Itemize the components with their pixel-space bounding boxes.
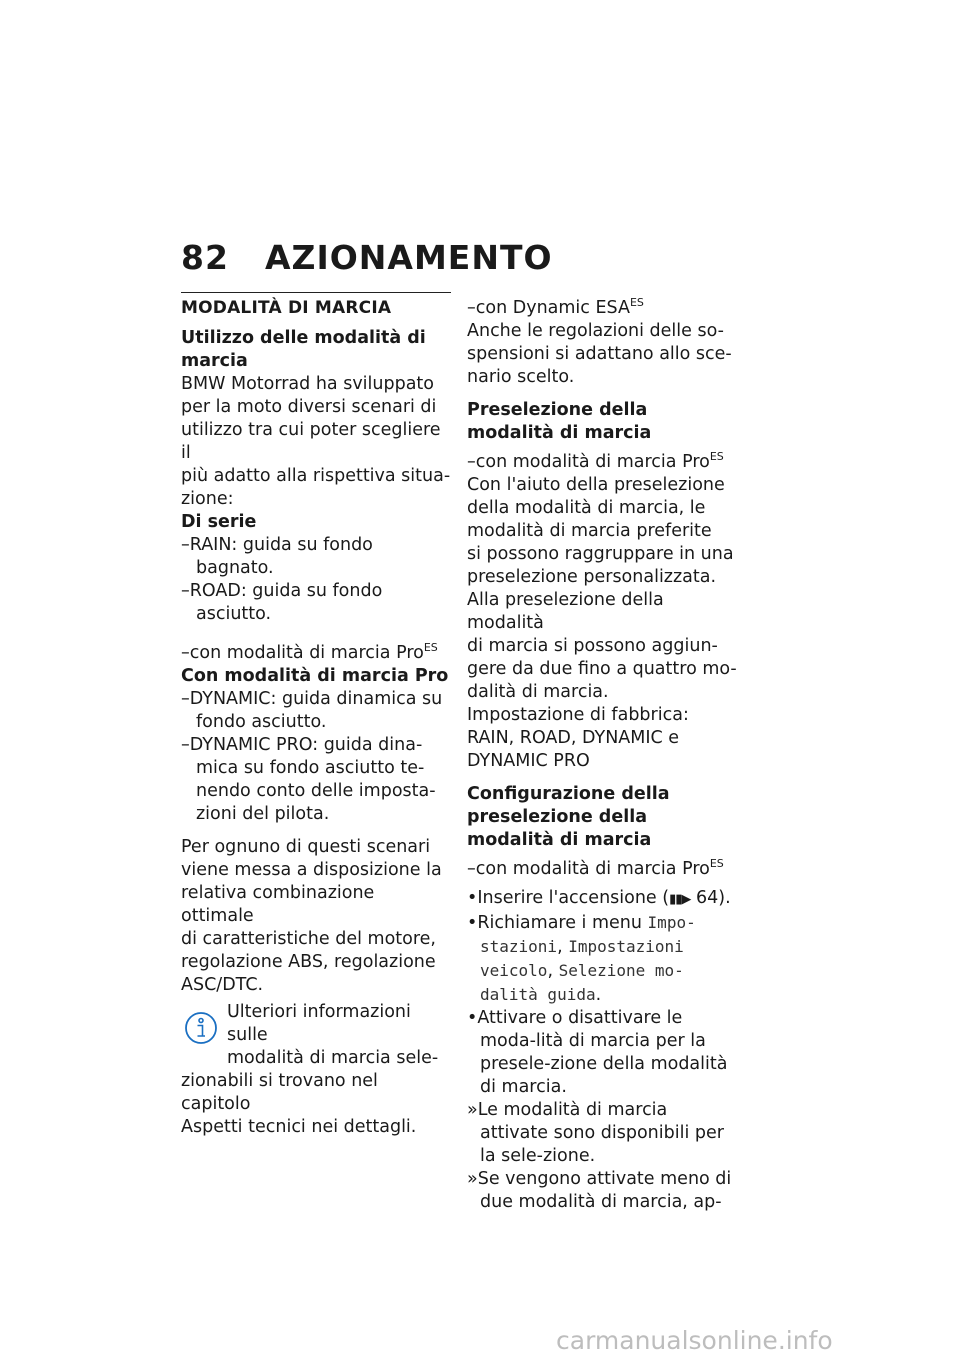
text-line: Con l'aiuto della preselezione <box>467 475 725 495</box>
text-line: Aspetti tecnici nei dettagli. <box>181 1117 417 1137</box>
page-reference-arrow-icon: ▮▮▶ <box>669 892 691 907</box>
text-line: Impostazione di fabbrica: <box>467 705 689 725</box>
list-item: –ROAD: guida su fondo asciutto. <box>181 581 383 624</box>
configuration-title: Configurazione della preselezione della modalità di marcia <box>467 784 670 850</box>
step-text: Attivare o disattivare le moda-lità di marcia per la presele-zione della modalità di marcia. <box>477 1008 728 1097</box>
list-item: –DYNAMIC: guida dinamica su fondo asciutto. <box>181 689 443 732</box>
preselection-condition: –con modalità di marcia Pro$^{ES}$ <box>467 450 724 472</box>
equipment-superscript: ES <box>423 641 438 654</box>
text-line: spensioni si adattano allo sce- <box>467 344 732 364</box>
right-column <box>467 291 737 1214</box>
esa-condition: –con Dynamic $ESA^{ES}$ <box>467 296 644 318</box>
serie-title: Di serie <box>181 512 257 532</box>
result-text: Le modalità di marcia attivate sono disponibili per la sele-zione. <box>477 1100 724 1166</box>
text-line: utilizzo tra cui poter scegliere il <box>181 420 441 463</box>
text-line: ASC/DTC. <box>181 975 264 995</box>
text-line: modalità di marcia sele- <box>227 1048 439 1068</box>
condition-text: con modalità di marcia Pro <box>475 859 710 879</box>
usage-paragraph <box>181 373 451 511</box>
text-line: più adatto alla rispettiva situa- <box>181 466 451 486</box>
text-line: Alla preselezione della modalità <box>467 590 664 633</box>
equipment-superscript: ES <box>629 296 644 309</box>
esa-paragraph <box>467 320 737 389</box>
result-item: »Se vengono attivate meno di due modalità di marcia, ap- <box>467 1169 732 1212</box>
menu-name: Selezione mo-dalità guida <box>480 961 684 1004</box>
list-item: –RAIN: guida su fondo bagnato. <box>181 535 373 578</box>
text-line: BMW Motorrad ha sviluppato <box>181 374 434 394</box>
step-text: Richiamare i menu <box>477 913 648 933</box>
text-line: DYNAMIC PRO <box>467 751 590 771</box>
text-line: nario scelto. <box>467 367 575 387</box>
text-line: della modalità di marcia, le <box>467 498 706 518</box>
step-text: Inserire l'accensione ( <box>477 888 670 908</box>
result-text: Se vengono attivate meno di due modalità di marcia, ap- <box>477 1169 732 1212</box>
pro-condition: –con modalità di marcia Pro$^{ES}$ <box>181 641 438 663</box>
info-note <box>181 1001 451 1139</box>
text-line: si possono raggruppare in una <box>467 544 734 564</box>
text-line: relativa combinazione ottimale <box>181 883 375 926</box>
text-line: modalità di marcia preferite <box>467 521 712 541</box>
condition-text: con modalità di marcia Pro <box>189 643 424 663</box>
text-line: zionabili si trovano nel capitolo <box>181 1071 378 1114</box>
equipment-superscript: ES <box>709 857 724 870</box>
text-line: viene messa a disposizione la <box>181 860 442 880</box>
list-item: –DYNAMIC PRO: guida dina-mica su fondo asciutto te-nendo conto delle imposta-zioni del pilota. <box>181 735 436 824</box>
text-line: per la moto diversi scenari di <box>181 397 437 417</box>
preselection-title: Preselezione della modalità di marcia <box>467 400 652 443</box>
text-line: Per ognuno di questi scenari <box>181 837 431 857</box>
step-item: •Inserire l'accensione (▮▮▶ 64). <box>467 888 731 908</box>
configuration-condition: –con modalità di marcia Pro$^{ES}$ <box>467 857 724 879</box>
info-icon <box>184 1011 218 1045</box>
text-line: preselezione personalizzata. <box>467 567 717 587</box>
list-item-text: DYNAMIC: guida dinamica su fondo asciutto. <box>189 689 443 732</box>
scenario-paragraph <box>181 836 451 997</box>
text-line: dalità di marcia. <box>467 682 609 702</box>
step-item: •Richiamare i menu Impo-stazioni, Impostazioni veicolo, Selezione mo-dalità guida. <box>467 913 696 1005</box>
text-line: Ulteriori informazioni sulle <box>227 1002 411 1045</box>
list-item-text: ROAD: guida su fondo asciutto. <box>189 581 383 624</box>
equipment-superscript: ES <box>709 450 724 463</box>
left-column <box>181 292 451 1139</box>
condition-text: con modalità di marcia Pro <box>475 452 710 472</box>
section-title: MODALITÀ DI MARCIA <box>181 292 451 320</box>
chapter-title: AZIONAMENTO <box>265 238 553 277</box>
result-item: »Le modalità di marcia attivate sono disponibili per la sele-zione. <box>467 1100 724 1166</box>
text-line: di marcia si possono aggiun- <box>467 636 718 656</box>
text-line: RAIN, ROAD, DYNAMIC e <box>467 728 680 748</box>
watermark: carmanualsonline.info <box>556 1326 833 1355</box>
subsection-title-usage: Utilizzo delle modalità di marcia <box>181 328 426 371</box>
text-line: gere da due fino a quattro mo- <box>467 659 737 679</box>
menu-name: Impostazioni veicolo <box>480 937 684 980</box>
text-line: zione: <box>181 489 234 509</box>
text-line: Anche le regolazioni delle so- <box>467 321 724 341</box>
menu-name: Impo-stazioni <box>480 913 696 956</box>
text-line: regolazione ABS, regolazione <box>181 952 436 972</box>
list-item-text: DYNAMIC PRO: guida dina-mica su fondo asciutto te-nendo conto delle imposta-zioni del pilota. <box>189 735 436 824</box>
pro-title: Con modalità di marcia Pro <box>181 666 449 686</box>
page-reference: 64). <box>695 888 731 908</box>
page-number: 82 <box>181 238 229 277</box>
page-header <box>181 238 553 277</box>
list-item-text: RAIN: guida su fondo bagnato. <box>189 535 373 578</box>
condition-text: con Dynamic ESA <box>475 298 630 318</box>
preselection-paragraph <box>467 474 737 773</box>
text-line: di caratteristiche del motore, <box>181 929 436 949</box>
step-item: •Attivare o disattivare le moda-lità di marcia per la presele-zione della modalità di marcia. <box>467 1008 728 1097</box>
